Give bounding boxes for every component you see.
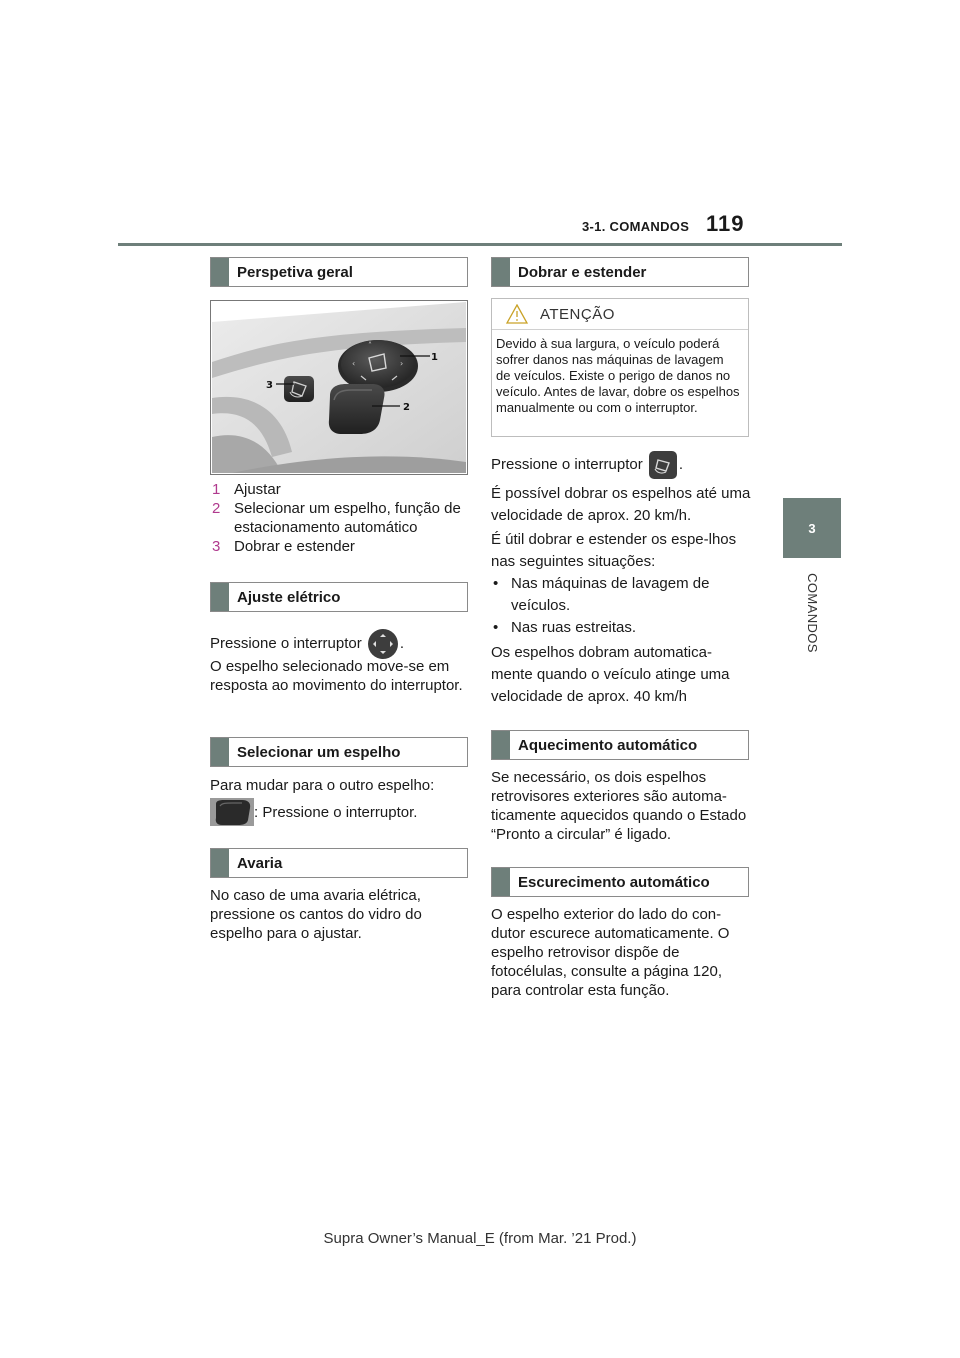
heading-select-mirror: Selecionar um espelho bbox=[210, 737, 468, 767]
chapter-label: COMANDOS bbox=[805, 573, 820, 653]
paragraph: Se necessário, os dois espelhos retrovisores exteriores são automa-ticamente aquecidos quando o Estado “Pronto a circular” é ligado. bbox=[491, 769, 747, 843]
svg-text:‹: ‹ bbox=[352, 359, 356, 368]
mirror-fold-switch-icon bbox=[649, 451, 677, 479]
warning-label: ATENÇÃO bbox=[540, 305, 615, 323]
page-number: 119 bbox=[706, 211, 745, 236]
warning-text: Devido à sua largura, o veículo poderá sofrer danos nas máquinas de lavagem de veículos. Existe o perigo de danos no veículo. Antes de lavar, dobre os espelhos manualmente ou com o interruptor. bbox=[496, 336, 740, 415]
paragraph: O espelho exterior do lado do con-dutor escurece automaticamente. O espelho retrovisor dispõe de fotocélulas, consulte a página 120, para controlar esta função. bbox=[491, 906, 730, 999]
svg-text:˄: ˄ bbox=[368, 341, 372, 350]
mirror-switch-figure bbox=[210, 300, 468, 475]
list-item: 2 Selecionar um espelho, função de estacionamento automático bbox=[212, 500, 461, 536]
chapter-number: 3 bbox=[808, 520, 816, 536]
list-item: 3 Dobrar e estender bbox=[212, 538, 355, 555]
warning-box bbox=[491, 298, 749, 437]
overview-list bbox=[210, 480, 472, 556]
heading-auto-heating: Aquecimento automático bbox=[491, 730, 749, 760]
callout-2: 2 bbox=[403, 402, 410, 413]
bullet-list bbox=[491, 573, 753, 639]
paragraph: Para mudar para o outro espelho: bbox=[210, 777, 435, 794]
list-item: • Nas ruas estreitas. bbox=[493, 619, 637, 636]
paragraph: O espelho selecionado move-se em resposta ao movimento do interruptor. bbox=[210, 658, 463, 694]
paragraph: É possível dobrar os espelhos até uma velocidade de aprox. 20 km/h. bbox=[491, 485, 751, 524]
footer-text: Supra Owner’s Manual_E (from Mar. ’21 Prod.) bbox=[323, 1230, 637, 1247]
list-item: • Nas máquinas de lavagem de veículos. bbox=[493, 575, 710, 614]
mirror-adjust-switch-icon bbox=[368, 629, 398, 659]
heading-overview: Perspetiva geral bbox=[210, 257, 468, 287]
warning-triangle-icon bbox=[506, 304, 528, 324]
section-header: 3-1. COMANDOS bbox=[582, 219, 690, 234]
svg-text:›: › bbox=[400, 359, 404, 368]
list-item: 1 Ajustar bbox=[212, 481, 281, 498]
heading-failure: Avaria bbox=[210, 848, 468, 878]
heading-electric-adjust: Ajuste elétrico bbox=[210, 582, 468, 612]
paragraph: É útil dobrar e estender os espe-lhos nas seguintes situações: bbox=[491, 531, 737, 570]
paragraph: Pressione o interruptor . bbox=[210, 629, 472, 659]
header-divider bbox=[118, 243, 842, 246]
paragraph: : Pressione o interruptor. bbox=[210, 798, 472, 826]
heading-fold-extend: Dobrar e estender bbox=[491, 257, 749, 287]
mirror-select-switch-icon bbox=[210, 798, 254, 826]
paragraph: Pressione o interruptor . bbox=[491, 451, 753, 479]
chapter-tab bbox=[783, 498, 841, 558]
callout-1: 1 bbox=[431, 352, 438, 363]
paragraph: No caso de uma avaria elétrica, pressione os cantos do vidro do espelho para o ajustar. bbox=[210, 887, 422, 942]
heading-auto-dimming: Escurecimento automático bbox=[491, 867, 749, 897]
callout-3: 3 bbox=[266, 380, 273, 391]
mirror-switch-illustration bbox=[212, 302, 466, 473]
paragraph: Os espelhos dobram automatica-mente quando o veículo atinge uma velocidade de aprox. 40 km/h bbox=[491, 644, 730, 705]
